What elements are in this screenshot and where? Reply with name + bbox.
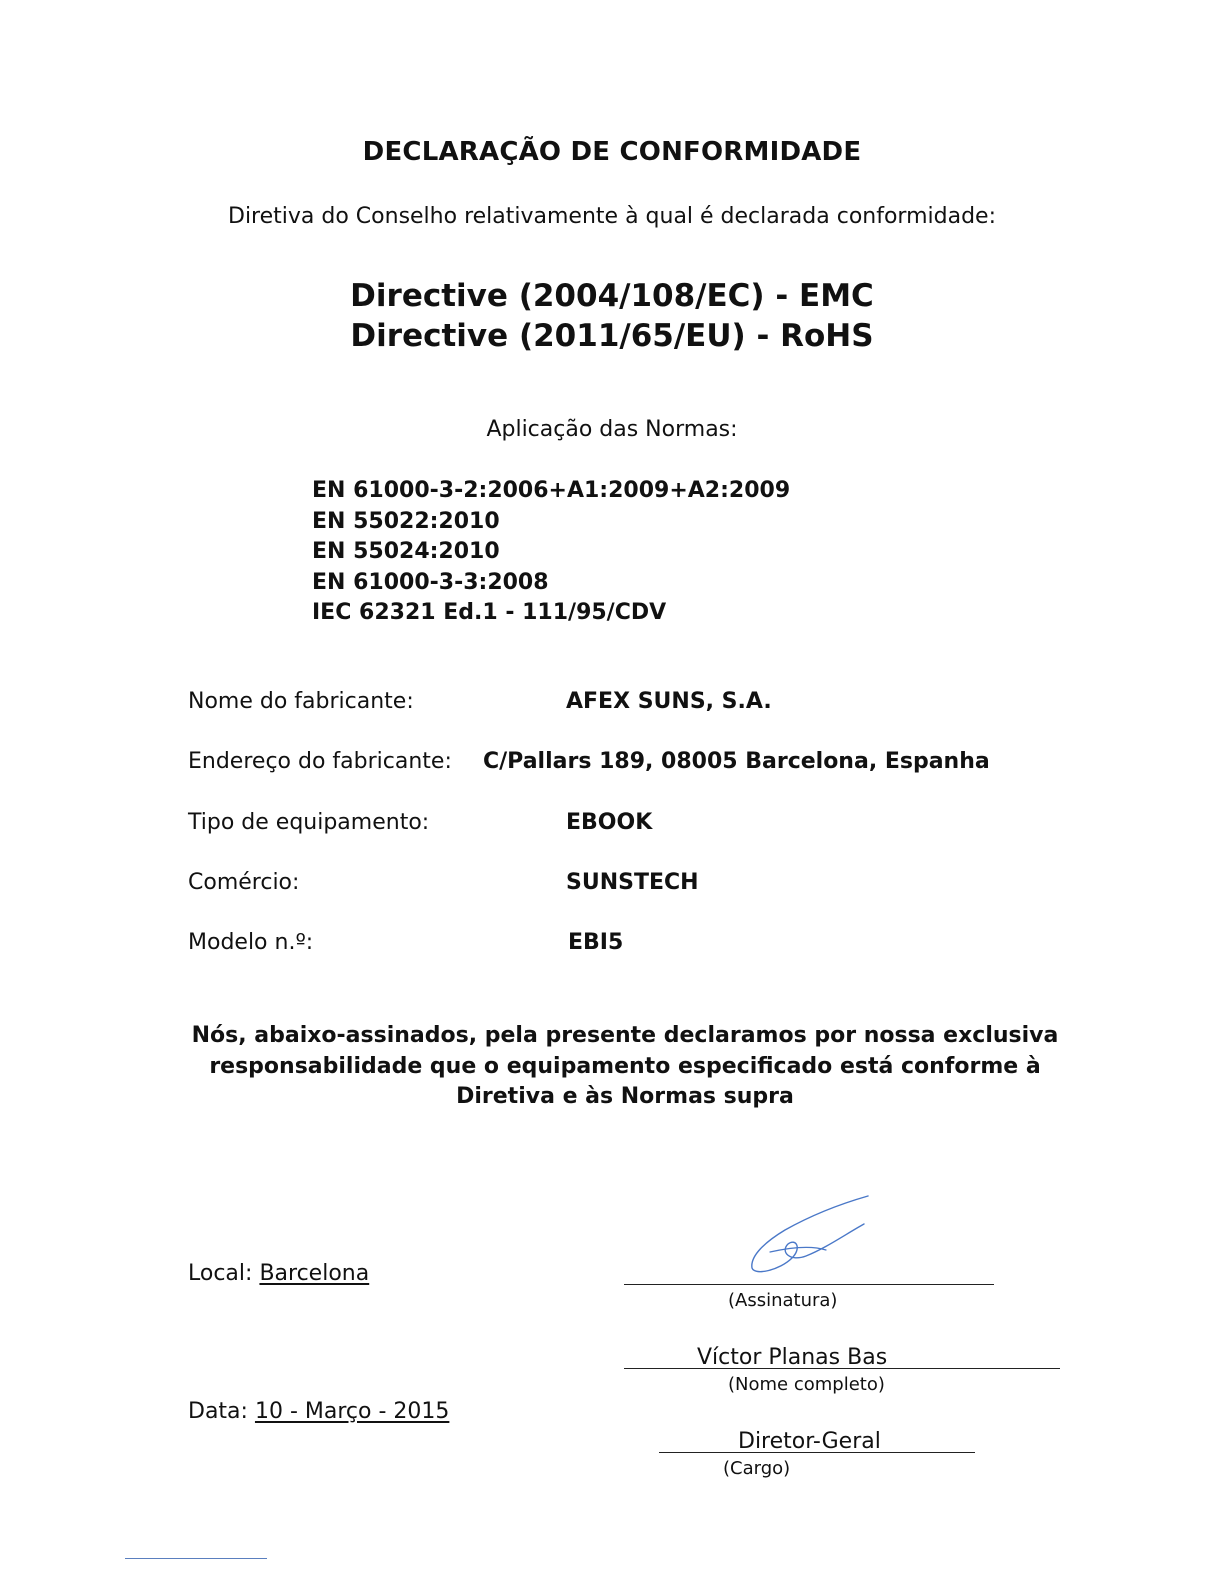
name-line [624, 1368, 1060, 1369]
manufacturer-name-label: Nome do fabricante: [188, 689, 414, 714]
norm-item: IEC 62321 Ed.1 - 111/95/CDV [312, 600, 667, 625]
norm-item: EN 55024:2010 [312, 539, 500, 564]
date-value: 10 - Março - 2015 [254, 1399, 450, 1424]
norm-item: EN 55022:2010 [312, 508, 500, 534]
manufacturer-address-value: C/Pallars 189, 08005 Barcelona, Espanha [483, 749, 990, 774]
signature-mark [730, 1190, 880, 1280]
signature-line [624, 1284, 994, 1285]
signature-caption: (Assinatura) [728, 1290, 838, 1311]
directive-emc: Directive (2004/108/EC) - EMC [350, 278, 874, 314]
model-value: EBI5 [568, 930, 624, 955]
footnote-rule [125, 1558, 267, 1559]
local-row [188, 1261, 369, 1286]
local-value: Barcelona [259, 1261, 370, 1286]
date-row [188, 1399, 449, 1424]
subtitle: Diretiva do Conselho relativamente à qual é declarada conformidade: [228, 204, 996, 229]
name-caption: (Nome completo) [728, 1374, 885, 1395]
page-title: DECLARAÇÃO DE CONFORMIDADE [362, 137, 862, 167]
declaration-statement: Nós, abaixo-assinados, pela presente declaramos por nossa exclusiva responsabilidade que o equipamento especificado está conforme à Diretiva e às Normas supra [191, 1023, 1059, 1109]
full-name: Víctor Planas Bas [697, 1345, 888, 1370]
norms-list [312, 476, 790, 629]
position-line [659, 1452, 975, 1453]
position-title: Diretor-Geral [738, 1429, 881, 1454]
model-label: Modelo n.º: [188, 930, 314, 955]
norms-label: Aplicação das Normas: [486, 417, 738, 442]
trade-label: Comércio: [188, 870, 300, 895]
norm-item: EN 61000-3-3:2008 [312, 569, 549, 595]
norm-item: EN 61000-3-2:2006+A1:2009+A2:2009 [312, 478, 791, 503]
directive-rohs: Directive (2011/65/EU) - RoHS [350, 318, 874, 354]
equipment-type-label: Tipo de equipamento: [188, 810, 430, 835]
position-caption: (Cargo) [723, 1458, 791, 1479]
trade-value: SUNSTECH [566, 870, 699, 895]
equipment-type-value: EBOOK [566, 810, 653, 835]
local-label: Local: [188, 1261, 253, 1286]
manufacturer-address-label: Endereço do fabricante: [188, 749, 452, 774]
date-label: Data: [188, 1399, 248, 1424]
manufacturer-name-value: AFEX SUNS, S.A. [566, 689, 772, 714]
